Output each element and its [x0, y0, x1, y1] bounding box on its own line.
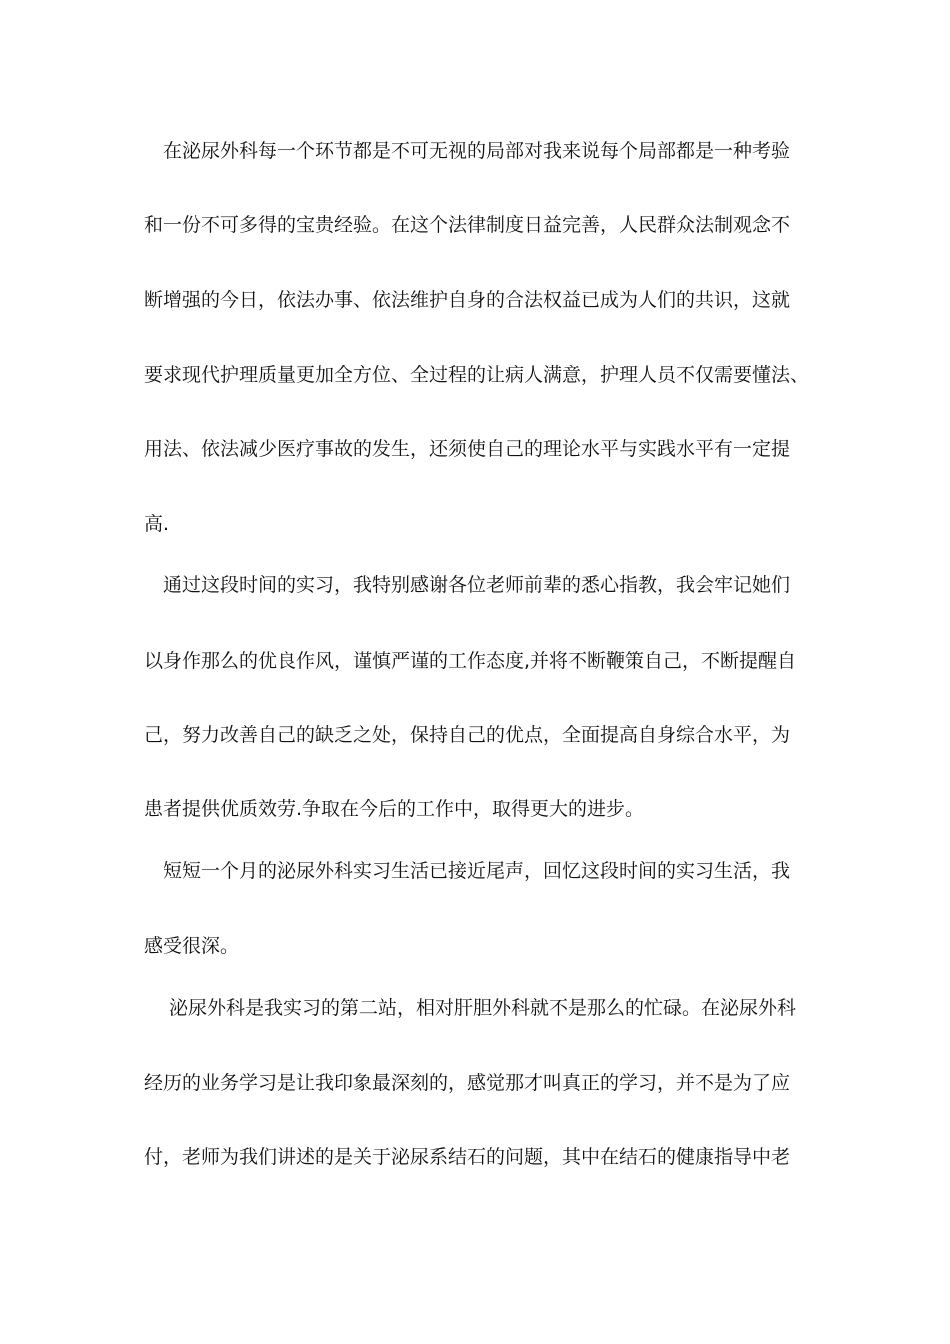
text-line: 感受很深。	[144, 935, 240, 957]
text-line: 要求现代护理质量更加全方位、全过程的让病人满意，护理人员不仅需要懂法、	[144, 364, 810, 386]
text-line: 用法、依法减少医疗事故的发生，还须使自己的理论水平与实践水平有一定提	[144, 438, 791, 460]
text-line: 以身作那么的优良作风，谨慎严谨的工作态度,并将不断鞭策自己，不断提醒自	[144, 650, 797, 672]
text-line: 高.	[144, 513, 170, 535]
text-line: 经历的业务学习是让我印象最深刻的，感觉那才叫真正的学习，并不是为了应	[144, 1072, 791, 1094]
text-line: 断增强的今日，依法办事、依法维护自身的合法权益已成为人们的共识，这就	[144, 289, 791, 311]
text-line: 短短一个月的泌尿外科实习生活已接近尾声，回忆这段时间的实习生活，我	[144, 860, 791, 882]
text-line: 和一份不可多得的宝贵经验。在这个法律制度日益完善，人民群众法制观念不	[144, 214, 791, 236]
text-line: 在泌尿外科每一个环节都是不可无视的局部对我来说每个局部都是一种考验	[144, 140, 791, 162]
text-line: 泌尿外科是我实习的第二站，相对肝胆外科就不是那么的忙碌。在泌尿外科	[144, 997, 797, 1019]
text-line: 患者提供优质效劳.争取在今后的工作中，取得更大的进步。	[144, 798, 645, 820]
text-line: 通过这段时间的实习，我特别感谢各位老师前辈的悉心指教，我会牢记她们	[144, 574, 791, 596]
text-line: 己，努力改善自己的缺乏之处，保持自己的优点，全面提高自身综合水平，为	[144, 724, 791, 746]
text-line: 付，老师为我们讲述的是关于泌尿系结石的问题，其中在结石的健康指导中老	[144, 1146, 791, 1168]
